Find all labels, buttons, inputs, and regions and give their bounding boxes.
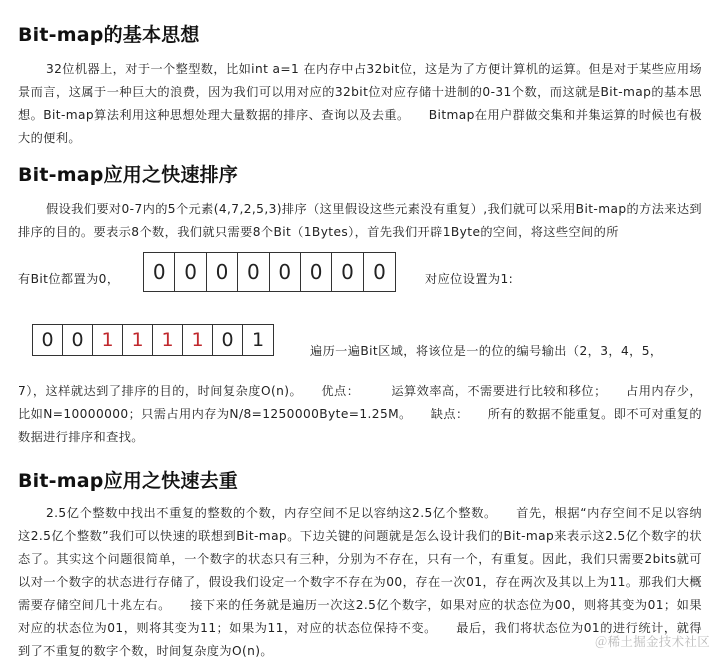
bit-cell-set: 1 — [123, 325, 153, 355]
bit-cell: 0 — [213, 325, 243, 355]
bit-cell: 0 — [33, 325, 63, 355]
bit-cell: 0 — [373, 260, 386, 284]
bit-cell: 0 — [238, 253, 269, 291]
paragraph-sort-result: 7），这样就达到了排序的目的，时间复杂度O(n)。 优点： 运算效率高，不需要进行比较和移位； 占用内存少，比如N=10000000；只需占用内存为N/8=1250000Byte=1.25M。 缺点： 所有的数据不能重复。即不可对重复的数据进行排序和查找。 — [18, 384, 702, 444]
bit-cell: 0 — [301, 253, 332, 291]
bit-cell: 0 — [270, 253, 301, 291]
bit-array-set — [32, 324, 274, 356]
section-title-dedup: Bit-map应用之快速去重 — [18, 470, 238, 492]
bit-cell: 0 — [175, 253, 206, 291]
bit-cell-set: 1 — [93, 325, 123, 355]
bit-array-initial — [143, 252, 396, 292]
section-title-quick-sort: Bit-map应用之快速排序 — [18, 164, 238, 186]
line-set-all-zero: 有Bit位都置为0， — [18, 272, 120, 286]
bit-cell: 0 — [332, 253, 363, 291]
paragraph-basic-idea: 32位机器上，对于一个整型数，比如int a=1 在内存中占32bit位，这是为了方便计算机的运算。但是对于某些应用场景而言，这属于一种巨大的浪费，因为我们可以用对应的32bit位对应存储十进制的0-31个数，而这就是Bit-map的基本思想。Bit-map算法利用这种思想处理大量数据的排序、查询以及去重。 Bitmap在用户群做交集和并集运算的时候也有极大的便利。 — [18, 62, 702, 145]
bit-cell: 1 — [251, 329, 265, 351]
watermark: ＠稀土掘金技术社区 — [594, 634, 710, 649]
bit-cell-set: 1 — [153, 325, 183, 355]
bit-cell: 0 — [63, 325, 93, 355]
bit-cell: 0 — [144, 253, 175, 291]
paragraph-dedup: 2.5亿个整数中找出不重复的整数的个数，内存空间不足以容纳这2.5亿个整数。 首先，根据“内存空间不足以容纳这2.5亿个整数”我们可以快速的联想到Bit-map。下边关键的问题就是怎么设计我们的Bit-map来表示这2.5亿个数字的状态了。其实这个问题很简单，一个数字的状态只有三种，分别为不存在，只有一个，有重复。因此，我们只需要2bits就可以对一个数字的状态进行存储了，假设我们设定一个数字不存在为00，存在一次01，存在两次及其以上为11。那我们大概需要存储空间几十兆左右。 接下来的任务就是遍历一次这2.5亿个数字，如果对应的状态位为00，则将其变为01；如果对应的状态位为01，则将其变为11；如果为11，对应的状态位保持不变。 最后，我们将状态位为01的进行统计，就得到了不重复的数字个数，时间复杂度为O(n)。 — [18, 506, 702, 658]
line-set-bits: 对应位设置为1: — [425, 272, 514, 286]
line-traverse: 遍历一遍Bit区域，将该位是一的位的编号输出（2，3，4，5， — [310, 344, 663, 358]
section-title-basic-idea: Bit-map的基本思想 — [18, 24, 200, 46]
paragraph-quick-sort: 假设我们要对0-7内的5个元素(4,7,2,5,3)排序（这里假设这些元素没有重复）,我们就可以采用Bit-map的方法来达到排序的目的。要表示8个数，我们就只需要8个Bit（1Bytes），首先我们开辟1Byte的空间，将这些空间的所 — [18, 202, 703, 239]
bit-cell-set: 1 — [183, 325, 213, 355]
bit-cell: 0 — [207, 253, 238, 291]
